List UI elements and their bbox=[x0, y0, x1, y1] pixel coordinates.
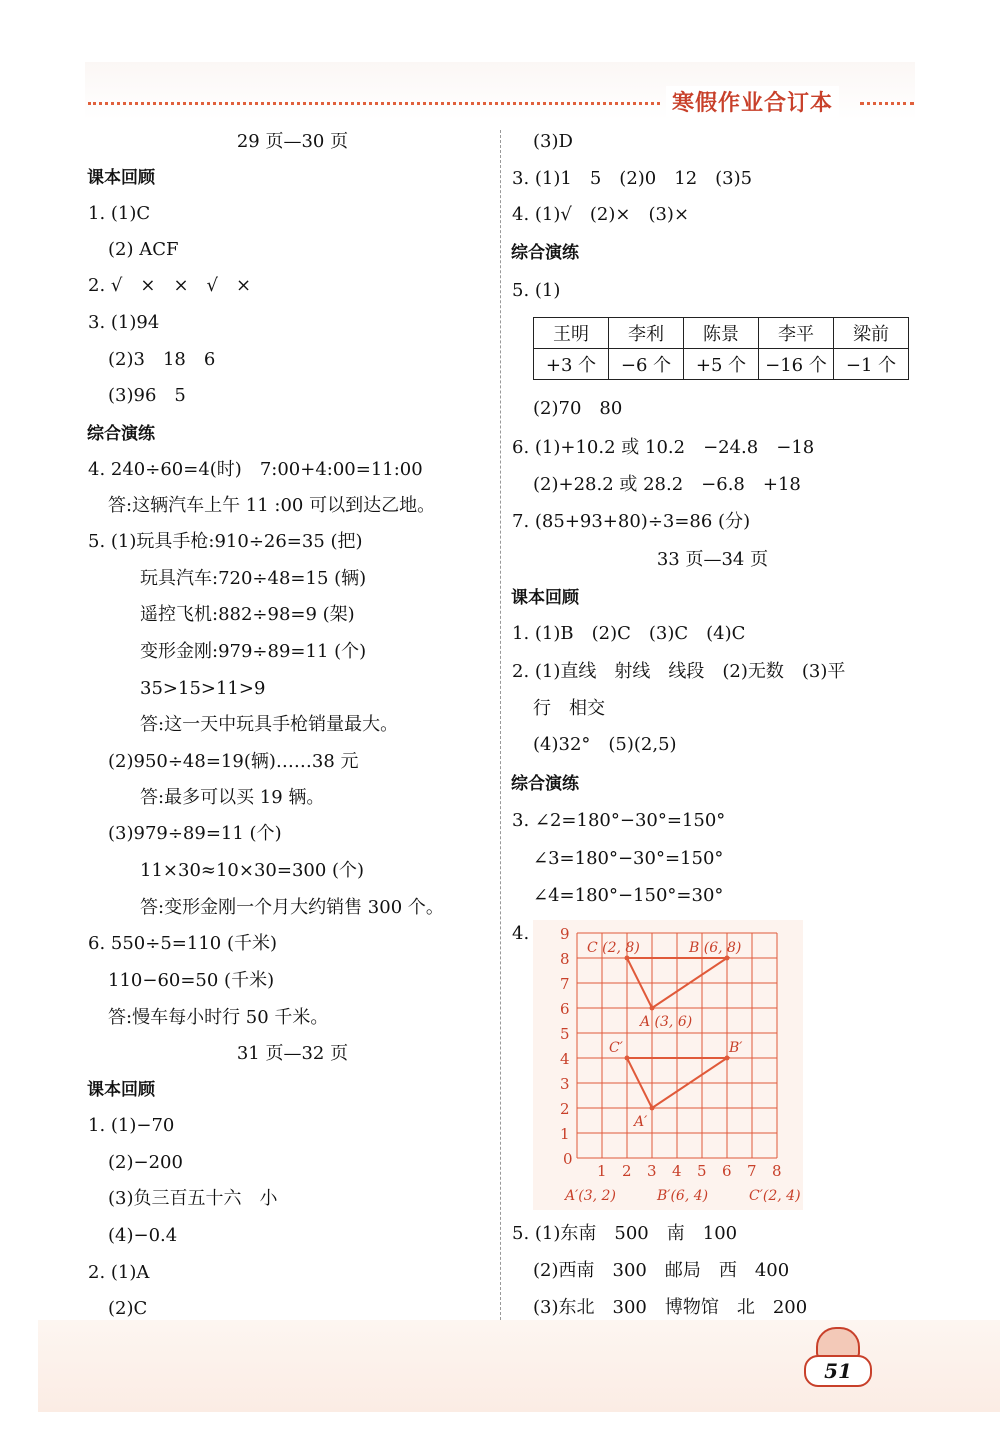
y-tick-label: 1 bbox=[560, 1125, 570, 1143]
answer-line: (3)96 5 bbox=[108, 385, 186, 406]
answer-line: (3)D bbox=[533, 131, 573, 152]
answer-line: 答:最多可以买 19 辆。 bbox=[140, 787, 325, 808]
answer-line: 5. (1) bbox=[512, 280, 561, 301]
header-dots-left bbox=[88, 102, 660, 105]
section-title: 29 页—30 页 bbox=[236, 131, 349, 152]
point-label: C′ bbox=[609, 1040, 623, 1056]
point-label: B′ bbox=[729, 1040, 743, 1056]
answer-line: (2)950÷48=19(辆)……38 元 bbox=[108, 751, 359, 772]
table-cell: 陈景 bbox=[684, 318, 759, 349]
table-cell: −1 个 bbox=[834, 349, 909, 380]
answer-line: (3)负三百五十六 小 bbox=[108, 1188, 278, 1209]
answer-coordinate: C′(2, 4) bbox=[749, 1188, 801, 1204]
answer-line: 1. (1)C bbox=[88, 203, 151, 224]
section-title: 33 页—34 页 bbox=[656, 549, 769, 570]
y-tick-label: 7 bbox=[560, 975, 570, 993]
heading: 综合演练 bbox=[87, 424, 155, 444]
answer-line: (2)西南 300 邮局 西 400 bbox=[533, 1260, 790, 1281]
table-cell: −6 个 bbox=[609, 349, 684, 380]
answer-line: (2) ACF bbox=[108, 239, 179, 260]
answer-coordinate: B′(6, 4) bbox=[657, 1188, 709, 1204]
point-label: B (6, 8) bbox=[689, 940, 742, 956]
answer-line: 7. (85+93+80)÷3=86 (分) bbox=[512, 511, 751, 532]
book-title: 寒假作业合订本 bbox=[666, 86, 839, 117]
answer-line: (4)−0.4 bbox=[108, 1225, 178, 1246]
answer-coordinate: A′(3, 2) bbox=[565, 1188, 616, 1204]
header-dots-right bbox=[860, 102, 914, 105]
answer-line: 遥控飞机:882÷98=9 (架) bbox=[140, 604, 355, 625]
y-tick-label: 3 bbox=[560, 1075, 570, 1093]
heading: 综合演练 bbox=[511, 243, 579, 263]
answer-line: 答:变形金刚一个月大约销售 300 个。 bbox=[140, 897, 444, 918]
section-title: 31 页—32 页 bbox=[236, 1043, 349, 1064]
answer-line: 4. bbox=[512, 923, 530, 944]
answer-line: 变形金刚:979÷89=11 (个) bbox=[140, 641, 367, 662]
x-tick-label: 7 bbox=[747, 1162, 757, 1180]
column-divider bbox=[500, 130, 501, 1320]
answer-line: (2)+28.2 或 28.2 −6.8 +18 bbox=[533, 474, 801, 495]
table-cell: +3 个 bbox=[534, 349, 609, 380]
score-table bbox=[533, 317, 909, 380]
y-tick-label: 5 bbox=[560, 1025, 570, 1043]
point-marker bbox=[625, 1056, 630, 1061]
answer-line: ∠4=180°−150°=30° bbox=[533, 885, 724, 906]
heading: 课本回顾 bbox=[87, 168, 155, 188]
answer-line: 4. 240÷60=4(时) 7:00+4:00=11:00 bbox=[88, 459, 423, 480]
table-cell: −16 个 bbox=[759, 349, 834, 380]
coordinate-grid bbox=[533, 920, 803, 1210]
answer-line: (4)32° (5)(2,5) bbox=[533, 734, 677, 755]
answer-line: 4. (1)√ (2)× (3)× bbox=[512, 204, 690, 225]
heading: 课本回顾 bbox=[87, 1080, 155, 1100]
answer-line: 11×30≈10×30=300 (个) bbox=[140, 860, 365, 881]
table-row bbox=[534, 349, 909, 380]
answer-line: (2)3 18 6 bbox=[108, 349, 216, 370]
answer-line: 6. (1)+10.2 或 10.2 −24.8 −18 bbox=[512, 437, 815, 458]
answer-line: 35>15>11>9 bbox=[140, 678, 266, 699]
answer-line: (2)−200 bbox=[108, 1152, 183, 1173]
y-tick-label: 8 bbox=[560, 950, 570, 968]
x-tick-label: 5 bbox=[697, 1162, 707, 1180]
answer-line: 答:这一天中玩具手枪销量最大。 bbox=[140, 714, 399, 735]
x-tick-label: 6 bbox=[722, 1162, 732, 1180]
answer-line: 1. (1)B (2)C (3)C (4)C bbox=[512, 623, 746, 644]
x-tick-label: 4 bbox=[672, 1162, 682, 1180]
x-tick-label: 1 bbox=[597, 1162, 607, 1180]
answer-line: 110−60=50 (千米) bbox=[108, 970, 275, 991]
heading: 课本回顾 bbox=[511, 588, 579, 608]
answer-line: (2)70 80 bbox=[533, 398, 623, 419]
answer-line: (3)979÷89=11 (个) bbox=[108, 823, 282, 844]
y-tick-label: 4 bbox=[560, 1050, 570, 1068]
point-marker bbox=[725, 956, 730, 961]
heading: 综合演练 bbox=[511, 774, 579, 794]
answer-line: 答:这辆汽车上午 11 :00 可以到达乙地。 bbox=[108, 495, 436, 516]
answer-line: 3. (1)1 5 (2)0 12 (3)5 bbox=[512, 168, 753, 189]
grid-background bbox=[533, 920, 803, 1210]
point-marker bbox=[650, 1006, 655, 1011]
point-marker bbox=[650, 1106, 655, 1111]
point-label: C (2, 8) bbox=[587, 940, 640, 956]
origin-label: 0 bbox=[563, 1150, 573, 1168]
answer-line: 1. (1)−70 bbox=[88, 1115, 175, 1136]
table-cell: 王明 bbox=[534, 318, 609, 349]
y-tick-label: 2 bbox=[560, 1100, 570, 1118]
x-tick-label: 2 bbox=[622, 1162, 632, 1180]
answer-line: 5. (1)东南 500 南 100 bbox=[512, 1223, 738, 1244]
y-tick-label: 9 bbox=[560, 925, 570, 943]
table-cell: 李平 bbox=[759, 318, 834, 349]
table-header-row bbox=[534, 318, 909, 349]
answer-line: 2. (1)A bbox=[88, 1262, 150, 1283]
point-marker bbox=[725, 1056, 730, 1061]
answer-line: 3. (1)94 bbox=[88, 312, 160, 333]
page-number-mascot bbox=[790, 1325, 880, 1385]
point-label: A′ bbox=[634, 1114, 648, 1130]
table-cell: +5 个 bbox=[684, 349, 759, 380]
answer-line: 3. ∠2=180°−30°=150° bbox=[512, 810, 726, 831]
answer-line: 6. 550÷5=110 (千米) bbox=[88, 933, 277, 954]
answer-line: (2)C bbox=[108, 1298, 148, 1319]
x-tick-label: 3 bbox=[647, 1162, 657, 1180]
answer-line: 行 相交 bbox=[533, 698, 605, 719]
answer-line: ∠3=180°−30°=150° bbox=[533, 848, 724, 869]
page-number: 51 bbox=[804, 1355, 872, 1387]
table-cell: 梁前 bbox=[834, 318, 909, 349]
answer-line: 5. (1)玩具手枪:910÷26=35 (把) bbox=[88, 531, 363, 552]
y-tick-label: 6 bbox=[560, 1000, 570, 1018]
table-cell: 李利 bbox=[609, 318, 684, 349]
point-marker bbox=[625, 956, 630, 961]
answer-line: 2. (1)直线 射线 线段 (2)无数 (3)平 bbox=[512, 661, 846, 682]
answer-line: 答:慢车每小时行 50 千米。 bbox=[108, 1007, 329, 1028]
point-label: A (3, 6) bbox=[640, 1014, 693, 1030]
answer-line: (3)东北 300 博物馆 北 200 bbox=[533, 1297, 808, 1318]
answer-line: 2. √ × × √ × bbox=[88, 275, 252, 296]
x-tick-label: 8 bbox=[772, 1162, 782, 1180]
answer-line: 玩具汽车:720÷48=15 (辆) bbox=[140, 568, 367, 589]
